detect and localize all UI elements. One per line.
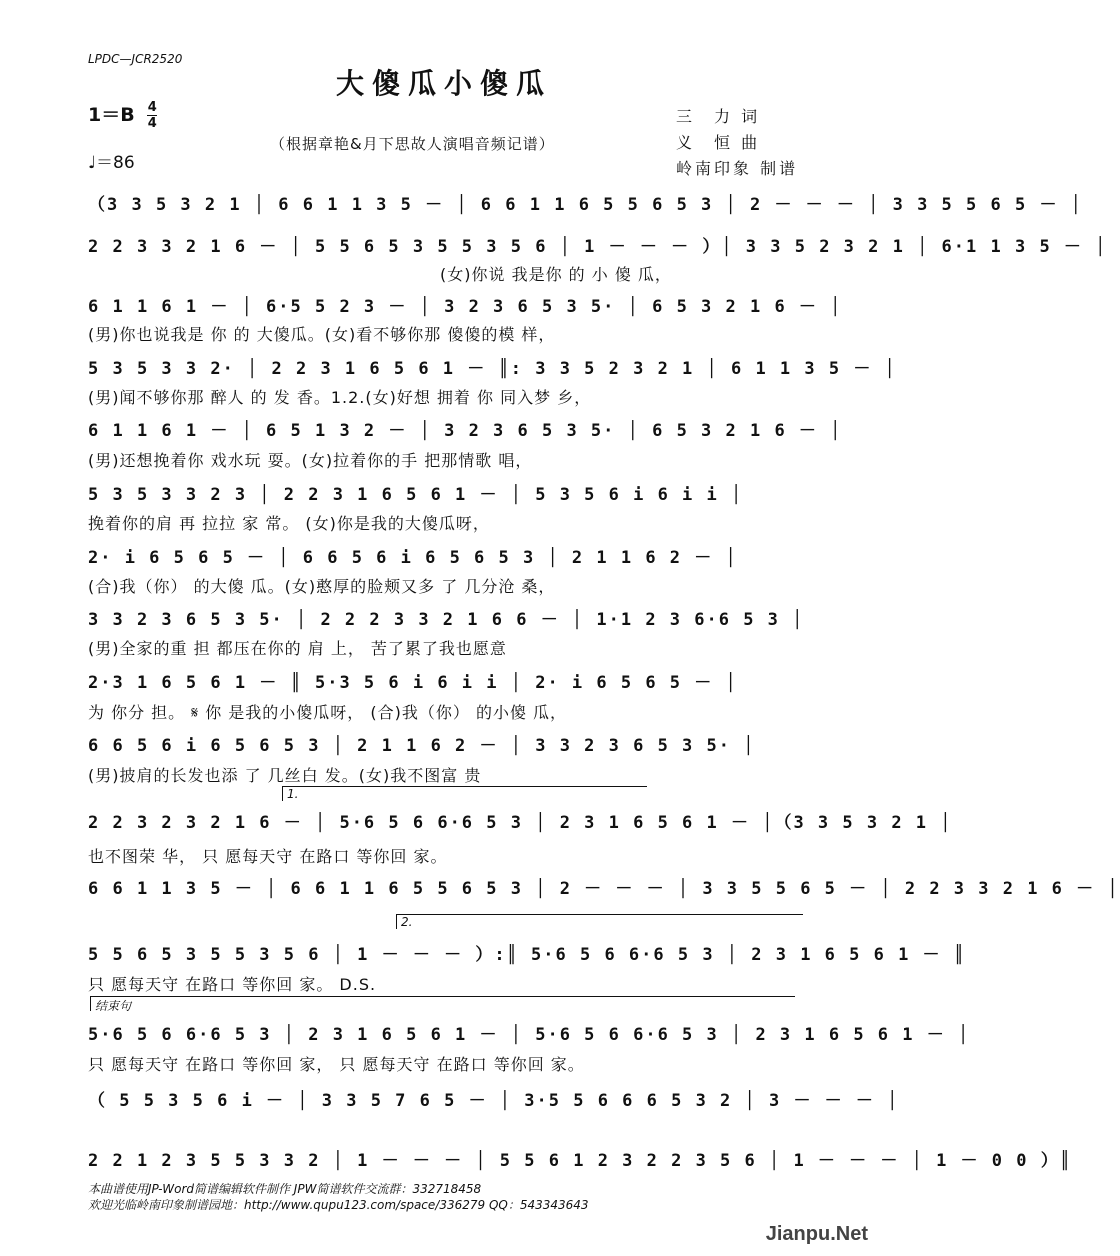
- notes-row-7: 2· i 6 5 6 5 － │ 6 6 5 6 i 6 5 6 5 3 │ 2 1 1 6 2 － │: [88, 548, 738, 568]
- notes-row-11: 2 2 3 2 3 2 1 6 － │ 5·6 5 6 6·6 5 3 │ 2 3 1 6 5 6 1 － │（3 3 5 3 2 1 │: [88, 813, 953, 833]
- key-signature: [88, 100, 157, 130]
- lyrics-row-4: (男)闻不够你那 醉人 的 发 香。1.2.(女)好想 拥着 你 同入梦 乡，: [88, 388, 592, 407]
- footer-line-2: 欢迎光临岭南印象制谱园地：http://www.qupu123.com/space/336279 QQ：543343643: [88, 1198, 589, 1212]
- lyrics-row-9: 为 你分 担。 𝄋 你 是我的小傻瓜呀， (合)我（你） 的小傻 瓜，: [88, 703, 568, 722]
- lyrics-row-7: (合)我（你） 的大傻 瓜。(女)憨厚的脸颊又多 了 几分沧 桑，: [88, 577, 556, 596]
- lyricist: 三 力 词: [676, 107, 761, 126]
- notes-row-10: 6 6 5 6 i 6 5 6 5 3 │ 2 1 1 6 2 － │ 3 3 2 3 6 5 3 5· │: [88, 736, 756, 756]
- composer: 义 恒 曲: [676, 133, 761, 152]
- lyrics-row-2: (女)你说 我是你 的 小 傻 瓜，: [440, 265, 672, 284]
- notes-row-16: 2 2 1 2 3 5 5 3 3 2 │ 1 － － － │ 5 5 6 1 2 3 2 2 3 5 6 │ 1 － － － │ 1 － 0 0 ）║: [88, 1151, 1072, 1171]
- second-ending-label: 2.: [401, 915, 413, 929]
- notes-row-9: 2·3 1 6 5 6 1 － ║ 5·3 5 6 i 6 i i │ 2· i 6 5 6 5 － │: [88, 673, 738, 693]
- notes-row-1: （3 3 5 3 2 1 │ 6 6 1 1 3 5 － │ 6 6 1 1 6 5 5 6 5 3 │ 2 － － － │ 3 3 5 5 6 5 － │: [88, 195, 1083, 215]
- key-label: 1＝B: [88, 104, 135, 126]
- watermark-logo: Jianpu.Net: [765, 1223, 868, 1245]
- notes-row-3: 6 1 1 6 1 － │ 6·5 5 2 3 － │ 3 2 3 6 5 3 5· │ 6 5 3 2 1 6 － │: [88, 297, 843, 317]
- song-title: 大傻瓜小傻瓜: [335, 67, 552, 100]
- coda-label: 结束句: [95, 999, 132, 1013]
- subtitle: （根据章艳&月下思故人演唱音频记谱）: [270, 135, 555, 153]
- lyrics-row-5: (男)还想挽着你 戏水玩 耍。(女)拉着你的手 把那情歌 唱，: [88, 451, 533, 470]
- second-ending-bracket: [396, 914, 803, 929]
- footer-line-1: 本曲谱使用JP-Word简谱编辑软件制作 JPW简谱软件交流群：332718458: [88, 1182, 482, 1196]
- notes-row-15: （ 5 5 3 5 6 i － │ 3 3 5 7 6 5 － │ 3·5 5 6 6 6 5 3 2 │ 3 － － － │: [88, 1091, 900, 1111]
- notes-row-2: 2 2 3 3 2 1 6 － │ 5 5 6 5 3 5 5 3 5 6 │ 1 － － － ）│ 3 3 5 2 3 2 1 │ 6·1 1 3 5 － │: [88, 237, 1108, 257]
- lyrics-row-10: (男)披肩的长发也添 了 几丝白 发。(女)我不图富 贵: [88, 766, 482, 785]
- tempo-mark: ♩＝86: [88, 153, 135, 173]
- notes-row-12: 6 6 1 1 3 5 － │ 6 6 1 1 6 5 5 6 5 3 │ 2 － － － │ 3 3 5 5 6 5 － │ 2 2 3 3 2 1 6 － │: [88, 879, 1120, 899]
- time-signature: [147, 101, 157, 130]
- first-ending-bracket: [282, 786, 647, 801]
- time-top: 4: [147, 100, 157, 115]
- arranger: 岭南印象 制谱: [676, 159, 799, 178]
- notes-row-14: 5·6 5 6 6·6 5 3 │ 2 3 1 6 5 6 1 － │ 5·6 5 6 6·6 5 3 │ 2 3 1 6 5 6 1 － │: [88, 1025, 971, 1045]
- notes-row-8: 3 3 2 3 6 5 3 5· │ 2 2 2 3 3 2 1 6 6 － │ 1·1 2 3 6·6 5 3 │: [88, 610, 805, 630]
- score-code: LPDC—JCR2520: [88, 52, 183, 66]
- notes-row-5: 6 1 1 6 1 － │ 6 5 1 3 2 － │ 3 2 3 6 5 3 5· │ 6 5 3 2 1 6 － │: [88, 421, 843, 441]
- notes-row-6: 5 3 5 3 3 2 3 │ 2 2 3 1 6 5 6 1 － │ 5 3 5 6 i 6 i i │: [88, 485, 744, 505]
- notes-row-4: 5 3 5 3 3 2· │ 2 2 3 1 6 5 6 1 － ║: 3 3 5 2 3 2 1 │ 6 1 1 3 5 － │: [88, 359, 897, 379]
- lyrics-row-3: (男)你也说我是 你 的 大傻瓜。(女)看不够你那 傻傻的模 样，: [88, 325, 556, 344]
- lyrics-row-6: 挽着你的肩 再 拉拉 家 常。 (女)你是我的大傻瓜呀，: [88, 514, 490, 533]
- time-bottom: 4: [147, 116, 157, 131]
- lyrics-row-14: 只 愿每天守 在路口 等你回 家， 只 愿每天守 在路口 等你回 家。: [88, 1055, 585, 1074]
- notes-row-13: 5 5 6 5 3 5 5 3 5 6 │ 1 － － － ）:║ 5·6 5 6 6·6 5 3 │ 2 3 1 6 5 6 1 － ║: [88, 945, 967, 965]
- lyrics-row-11: 也不图荣 华， 只 愿每天守 在路口 等你回 家。: [88, 847, 448, 866]
- lyrics-row-8: (男)全家的重 担 都压在你的 肩 上， 苦了累了我也愿意: [88, 639, 507, 658]
- credits: [676, 104, 798, 182]
- coda-bracket: [90, 996, 795, 1011]
- lyrics-row-13: 只 愿每天守 在路口 等你回 家。 D.S.: [88, 975, 377, 994]
- first-ending-label: 1.: [287, 787, 299, 801]
